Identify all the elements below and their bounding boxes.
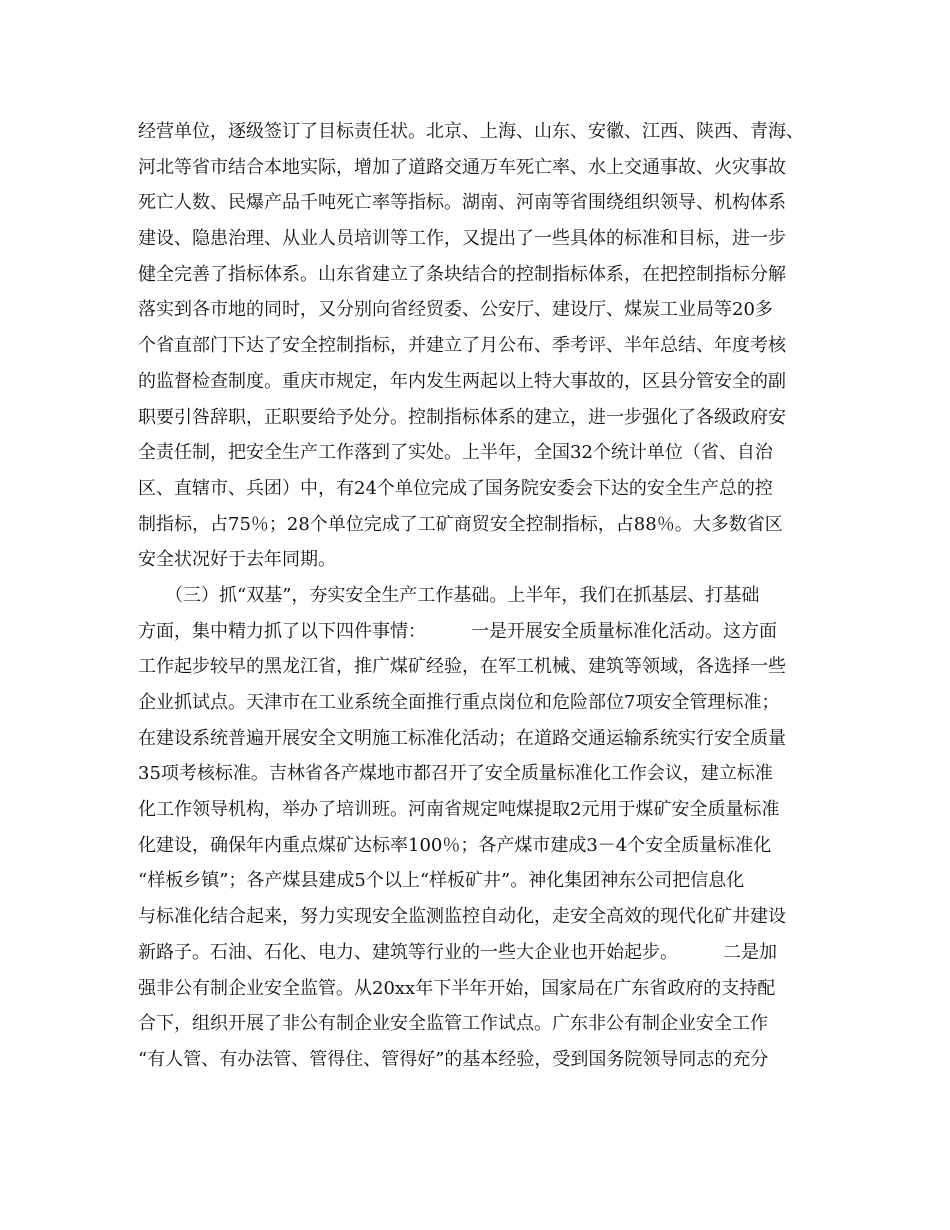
text-line-6: 落实到各市地的同时，又分别向省经贸委、公安厅、建设厅、煤炭工业局等20多	[138, 299, 773, 321]
text-line-13: 安全状况好于去年同期。	[138, 549, 336, 571]
text-line-5: 健全完善了指标体系。山东省建立了条块结合的控制指标体系，在把控制指标分解	[138, 263, 786, 285]
text-line-18: 在建设系统普遍开展安全文明施工标准化活动；在道路交通运输系统实行安全质量	[138, 727, 786, 749]
text-line-11: 区、直辖市、兵团）中，有24个单位完成了国务院安委会下达的安全生产总的控	[138, 477, 773, 499]
text-line-8: 的监督检查制度。重庆市规定，年内发生两起以上特大事故的，区县分管安全的副	[138, 370, 786, 392]
text-line-20: 化工作领导机构，举办了培训班。河南省规定吨煤提取2元用于煤矿安全质量标准	[138, 799, 780, 821]
text-line-21: 化建设，确保年内重点煤矿达标率100％；各产煤市建成3－4个安全质量标准化	[138, 834, 772, 856]
text-line-4: 建设、隐患治理、从业人员培训等工作，又提出了一些具体的标准和目标，进一步	[138, 228, 786, 250]
text-line-1: 经营单位，逐级签订了目标责任状。北京、上海、山东、安徽、江西、陕西、青海、	[138, 121, 804, 142]
text-line-2: 河北等省市结合本地实际，增加了道路交通万车死亡率、水上交通事故、火灾事故	[138, 156, 786, 178]
text-line-23: 与标准化结合起来，努力实现安全监测监控自动化，走安全高效的现代化矿井建设	[138, 906, 786, 928]
text-line-3: 死亡人数、民爆产品千吨死亡率等指标。湖南、河南等省围绕组织领导、机构体系	[138, 192, 786, 214]
text-line-24: 新路子。石油、石化、电力、建筑等行业的一些大企业也开始起步。 二是加	[138, 941, 777, 963]
text-line-9: 职要引咎辞职，正职要给予处分。控制指标体系的建立，进一步强化了各级政府安	[138, 406, 786, 428]
body-text	[138, 114, 828, 1078]
text-line-14: （三）抓“双基”，夯实安全生产工作基础。上半年，我们在抓基层、打基础	[138, 584, 760, 606]
text-line-22: “样板乡镇”；各产煤县建成5个以上“样板矿井”。神化集团神东公司把信息化	[138, 870, 745, 892]
text-line-27: “有人管、有办法管、管得住、管得好”的基本经验，受到国务院领导同志的充分	[138, 1048, 769, 1070]
text-line-16: 工作起步较早的黑龙江省，推广煤矿经验，在军工机械、建筑等领域，各选择一些	[138, 656, 786, 678]
text-line-26: 合下，组织开展了非公有制企业安全监管工作试点。广东非公有制企业安全工作	[138, 1013, 768, 1035]
text-line-25: 强非公有制企业安全监管。从20xx年下半年开始，国家局在广东省政府的支持配	[138, 977, 776, 999]
text-line-10: 全责任制，把安全生产工作落到了实处。上半年，全国32个统计单位（省、自治	[138, 442, 773, 464]
text-line-19: 35项考核标准。吉林省各产煤地市都召开了安全质量标准化工作会议，建立标准	[138, 763, 773, 785]
text-line-17: 企业抓试点。天津市在工业系统全面推行重点岗位和危险部位7项安全管理标准；	[138, 692, 780, 713]
text-line-12: 制指标，占75％；28个单位完成了工矿商贸安全控制指标，占88％。大多数省区	[138, 513, 783, 535]
text-line-7: 个省直部门下达了安全控制指标，并建立了月公布、季考评、半年总结、年度考核	[138, 335, 786, 357]
text-line-15: 方面，集中精力抓了以下四件事情： 一是开展安全质量标准化活动。这方面	[138, 620, 777, 642]
